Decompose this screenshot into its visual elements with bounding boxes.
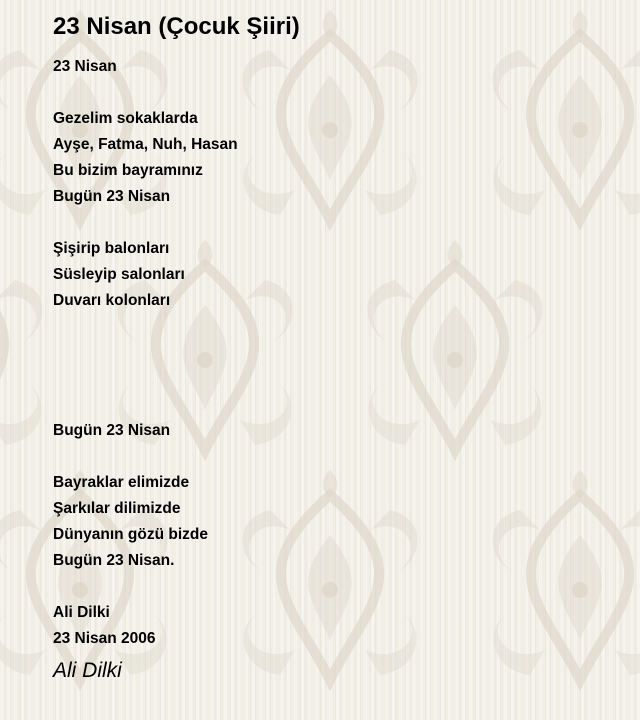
- poem-line: Gezelim sokaklarda: [53, 110, 198, 127]
- poem-line: Bugün 23 Nisan.: [53, 552, 175, 569]
- poem-date-line: 23 Nisan 2006: [53, 630, 156, 647]
- poem-body: [53, 54, 613, 652]
- poem-line: [53, 340, 613, 366]
- poem-line: Şarkılar dilimizde: [53, 500, 181, 517]
- poem-line: Bu bizim bayramınız: [53, 162, 203, 179]
- poem-line: Bugün 23 Nisan: [53, 188, 171, 205]
- poem-line: 23 Nisan: [53, 58, 117, 75]
- poem-line: Dünyanın gözü bizde: [53, 526, 208, 543]
- poem-line: [53, 210, 613, 236]
- poem-title: 23 Nisan (Çocuk Şiiri): [53, 13, 300, 40]
- poem-line: Ayşe, Fatma, Nuh, Hasan: [53, 136, 238, 153]
- poem-line: [53, 366, 613, 392]
- poem-line: [53, 314, 613, 340]
- poem-line: [53, 444, 613, 470]
- poem-line: Şişirip balonları: [53, 240, 170, 257]
- poem-line: [53, 80, 613, 106]
- poem-line: [53, 574, 613, 600]
- poem-line: Bugün 23 Nisan: [53, 422, 171, 439]
- poem-line: Duvarı kolonları: [53, 292, 171, 309]
- poem-author-line: Ali Dilki: [53, 604, 110, 621]
- poem-line: Bayraklar elimizde: [53, 474, 190, 491]
- poem-line: [53, 392, 613, 418]
- author-signature: Ali Dilki: [53, 659, 122, 682]
- poem-line: Süsleyip salonları: [53, 266, 185, 283]
